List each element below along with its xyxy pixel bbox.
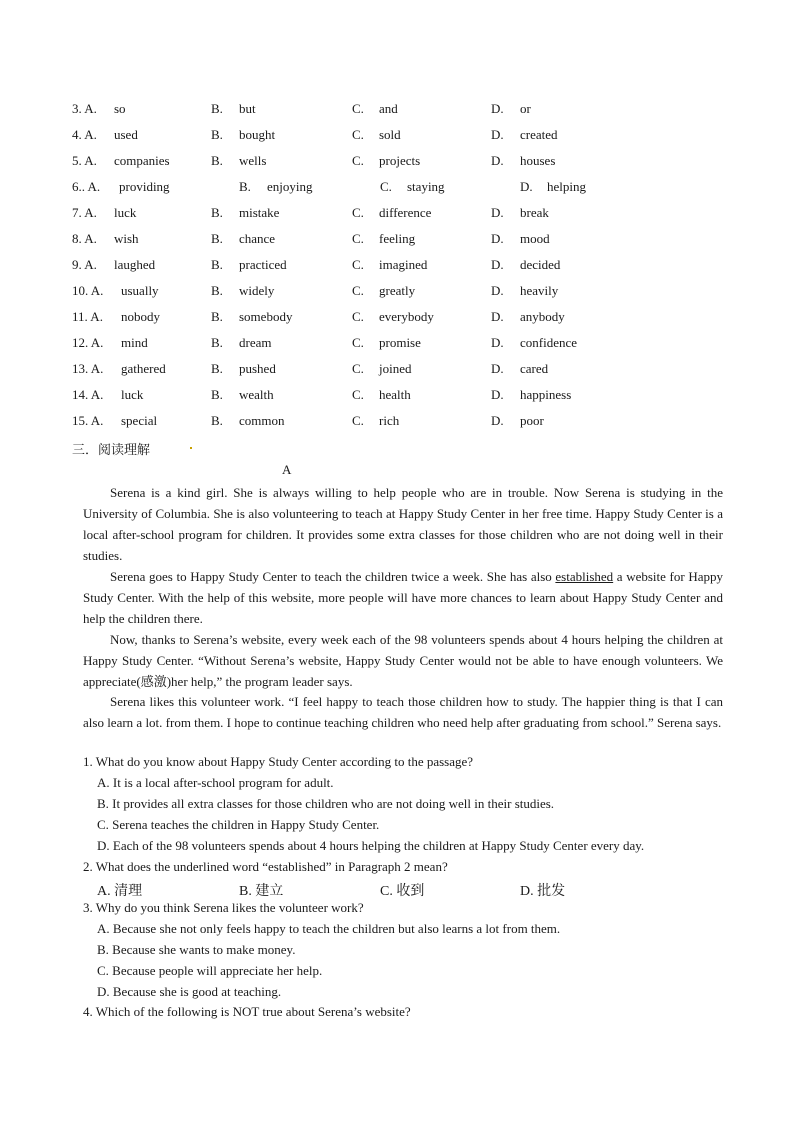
option-c-text: greatly (379, 283, 416, 298)
option-d-letter: D. (491, 361, 504, 376)
passage-paragraph-1 (83, 482, 723, 566)
option-d-text: or (520, 101, 531, 116)
choice-row (0, 361, 794, 381)
underlined-word: established (555, 569, 614, 584)
question-4: 4. Which of the following is NOT true about Serena’s website? (83, 1004, 411, 1019)
option-b-letter: B. (211, 101, 223, 116)
option-a-text: nobody (121, 309, 160, 324)
option-a-text: companies (114, 153, 170, 168)
choice-number: 9. A. (72, 257, 97, 272)
question-1-option-d: D. Each of the 98 volunteers spends about 4 hours helping the children at Happy Study Center every day. (97, 838, 645, 853)
option-d-text: decided (520, 257, 561, 272)
question-1-option-c: C. Serena teaches the children in Happy Study Center. (97, 817, 380, 832)
choice-row (0, 231, 794, 251)
option-b-text: somebody (239, 309, 293, 324)
choice-number: 8. A. (72, 231, 97, 246)
option-b-text: enjoying (267, 179, 313, 194)
choice-number: 5. A. (72, 153, 97, 168)
option-c-letter: C. (352, 257, 364, 272)
question-2-option-a: A. 清理 (97, 884, 143, 899)
choice-number: 13. A. (72, 361, 104, 376)
question-3-option-b: B. Because she wants to make money. (97, 942, 296, 957)
paragraph-text: Serena goes to Happy Study Center to teach the children twice a week. She has also (110, 569, 556, 584)
option-d-text: anybody (520, 309, 565, 324)
option-c-text: difference (379, 205, 432, 220)
question-3-option-a: A. Because she not only feels happy to teach the children but also learns a lot from them. (97, 921, 561, 936)
option-c-letter: C. (352, 413, 364, 428)
passage-title: A (282, 462, 292, 477)
passage-paragraph-2 (83, 566, 723, 629)
option-b-letter: B. (211, 309, 223, 324)
choice-number: 7. A. (72, 205, 97, 220)
option-d-letter: D. (520, 179, 533, 194)
option-a-text: used (114, 127, 138, 142)
option-d-letter: D. (491, 205, 504, 220)
question-1-option-b: B. It provides all extra classes for those children who are not doing well in their studies. (97, 796, 555, 811)
option-b-text: practiced (239, 257, 287, 272)
paragraph-text: Serena is a kind girl. She is always willing to help people who are in trouble. Now Serena is studying in the University of Columbia. She is also volunteering to teach at Happy Study Center in her free time. Happy Study Center is a local after-school program for children. It provides some extra classes for those children who are not doing well in their studies. (83, 485, 723, 563)
choice-row (0, 257, 794, 277)
option-d-letter: D. (491, 309, 504, 324)
option-d-text: helping (547, 179, 586, 194)
option-c-text: and (379, 101, 398, 116)
option-b-text: widely (239, 283, 275, 298)
option-c-letter: C. (352, 231, 364, 246)
option-c-text: rich (379, 413, 400, 428)
paragraph-text: Now, thanks to Serena’s website, every week each of the 98 volunteers spends about 4 hours helping the children at Happy Study Center. “Without Serena’s website, Happy Study Center would not be able to have enough volunteers. We appreciate(感激)her help,” the program leader says. (83, 632, 723, 689)
option-a-text: mind (121, 335, 148, 350)
paragraph-text: Serena likes this volunteer work. “I feel happy to teach those children how to study. The happier thing is that I can also learn a lot. from them. I hope to continue teaching children who need help after graduating from school.” Serena says. (83, 694, 723, 730)
question-2-option-b: B. 建立 (239, 884, 284, 899)
question-3-option-d: D. Because she is good at teaching. (97, 984, 282, 999)
option-c-text: promise (379, 335, 421, 350)
option-d-text: confidence (520, 335, 578, 350)
option-c-letter: C. (352, 309, 364, 324)
option-d-text: break (520, 205, 549, 220)
option-b-text: bought (239, 127, 276, 142)
option-b-letter: B. (211, 127, 223, 142)
choice-row (0, 101, 794, 121)
option-b-text: dream (239, 335, 272, 350)
option-b-letter: B. (211, 361, 223, 376)
option-c-letter: C. (352, 283, 364, 298)
option-d-letter: D. (491, 413, 504, 428)
option-b-letter: B. (239, 179, 251, 194)
option-b-text: but (239, 101, 256, 116)
option-d-letter: D. (491, 153, 504, 168)
option-a-text: providing (119, 179, 170, 194)
choice-number: 3. A. (72, 101, 97, 116)
option-c-letter: C. (352, 101, 364, 116)
option-a-text: wish (114, 231, 139, 246)
section-heading: 三．阅读理解 (72, 443, 151, 458)
option-a-text: special (121, 413, 158, 428)
option-c-text: everybody (379, 309, 434, 324)
option-c-text: imagined (379, 257, 428, 272)
option-d-text: happiness (520, 387, 572, 402)
question-1-option-a: A. It is a local after-school program for adult. (97, 775, 334, 790)
option-b-letter: B. (211, 387, 223, 402)
option-d-letter: D. (491, 335, 504, 350)
option-a-text: luck (114, 205, 137, 220)
choice-number: 14. A. (72, 387, 104, 402)
question-2-option-c: C. 收到 (380, 884, 425, 899)
option-d-text: houses (520, 153, 556, 168)
choice-number: 6.. A. (72, 179, 101, 194)
choice-number: 11. A. (72, 309, 103, 324)
option-b-text: common (239, 413, 285, 428)
option-d-text: heavily (520, 283, 559, 298)
choice-row (0, 413, 794, 433)
option-d-letter: D. (491, 283, 504, 298)
option-c-letter: C. (352, 387, 364, 402)
option-c-letter: C. (352, 153, 364, 168)
option-d-text: cared (520, 361, 549, 376)
option-b-letter: B. (211, 205, 223, 220)
stray-dot (190, 447, 192, 449)
question-3-option-c: C. Because people will appreciate her help. (97, 963, 323, 978)
question-1: 1. What do you know about Happy Study Center according to the passage? (83, 754, 474, 769)
option-d-letter: D. (491, 127, 504, 142)
option-c-text: joined (379, 361, 412, 376)
option-a-text: so (114, 101, 126, 116)
question-2: 2. What does the underlined word “established” in Paragraph 2 mean? (83, 859, 448, 874)
option-d-letter: D. (491, 101, 504, 116)
option-a-text: gathered (121, 361, 166, 376)
option-a-text: laughed (114, 257, 156, 272)
option-c-letter: C. (352, 205, 364, 220)
option-b-letter: B. (211, 231, 223, 246)
question-2-option-d: D. 批发 (520, 884, 566, 899)
option-c-text: feeling (379, 231, 416, 246)
option-b-text: mistake (239, 205, 280, 220)
option-d-letter: D. (491, 387, 504, 402)
option-c-letter: C. (380, 179, 392, 194)
choice-row (0, 179, 794, 199)
option-b-letter: B. (211, 283, 223, 298)
option-b-text: pushed (239, 361, 276, 376)
choice-row (0, 335, 794, 355)
option-d-text: created (520, 127, 558, 142)
option-b-letter: B. (211, 153, 223, 168)
option-c-letter: C. (352, 127, 364, 142)
choice-row (0, 205, 794, 225)
option-d-letter: D. (491, 231, 504, 246)
choice-row (0, 309, 794, 329)
choice-row (0, 283, 794, 303)
option-d-text: poor (520, 413, 544, 428)
choice-row (0, 387, 794, 407)
option-a-text: luck (121, 387, 144, 402)
option-a-text: usually (121, 283, 159, 298)
option-c-text: sold (379, 127, 401, 142)
choice-number: 15. A. (72, 413, 104, 428)
option-d-letter: D. (491, 257, 504, 272)
option-b-letter: B. (211, 335, 223, 350)
option-c-text: health (379, 387, 411, 402)
option-c-letter: C. (352, 335, 364, 350)
option-c-text: projects (379, 153, 421, 168)
question-3: 3. Why do you think Serena likes the volunteer work? (83, 900, 364, 915)
choice-row (0, 127, 794, 147)
option-b-text: chance (239, 231, 276, 246)
option-b-letter: B. (211, 413, 223, 428)
option-c-letter: C. (352, 361, 364, 376)
option-c-text: staying (407, 179, 445, 194)
option-b-text: wealth (239, 387, 274, 402)
choice-number: 10. A. (72, 283, 104, 298)
choice-number: 12. A. (72, 335, 104, 350)
option-b-letter: B. (211, 257, 223, 272)
paragraph-text: a website for Happy Study Center. With the help of this website, more people will have more chances to learn about Happy Study Center and help the children there. (83, 569, 723, 626)
choice-row (0, 153, 794, 173)
passage-paragraph-3 (83, 629, 723, 692)
option-d-text: mood (520, 231, 550, 246)
passage-paragraph-4 (83, 691, 723, 733)
option-b-text: wells (239, 153, 267, 168)
choice-number: 4. A. (72, 127, 97, 142)
